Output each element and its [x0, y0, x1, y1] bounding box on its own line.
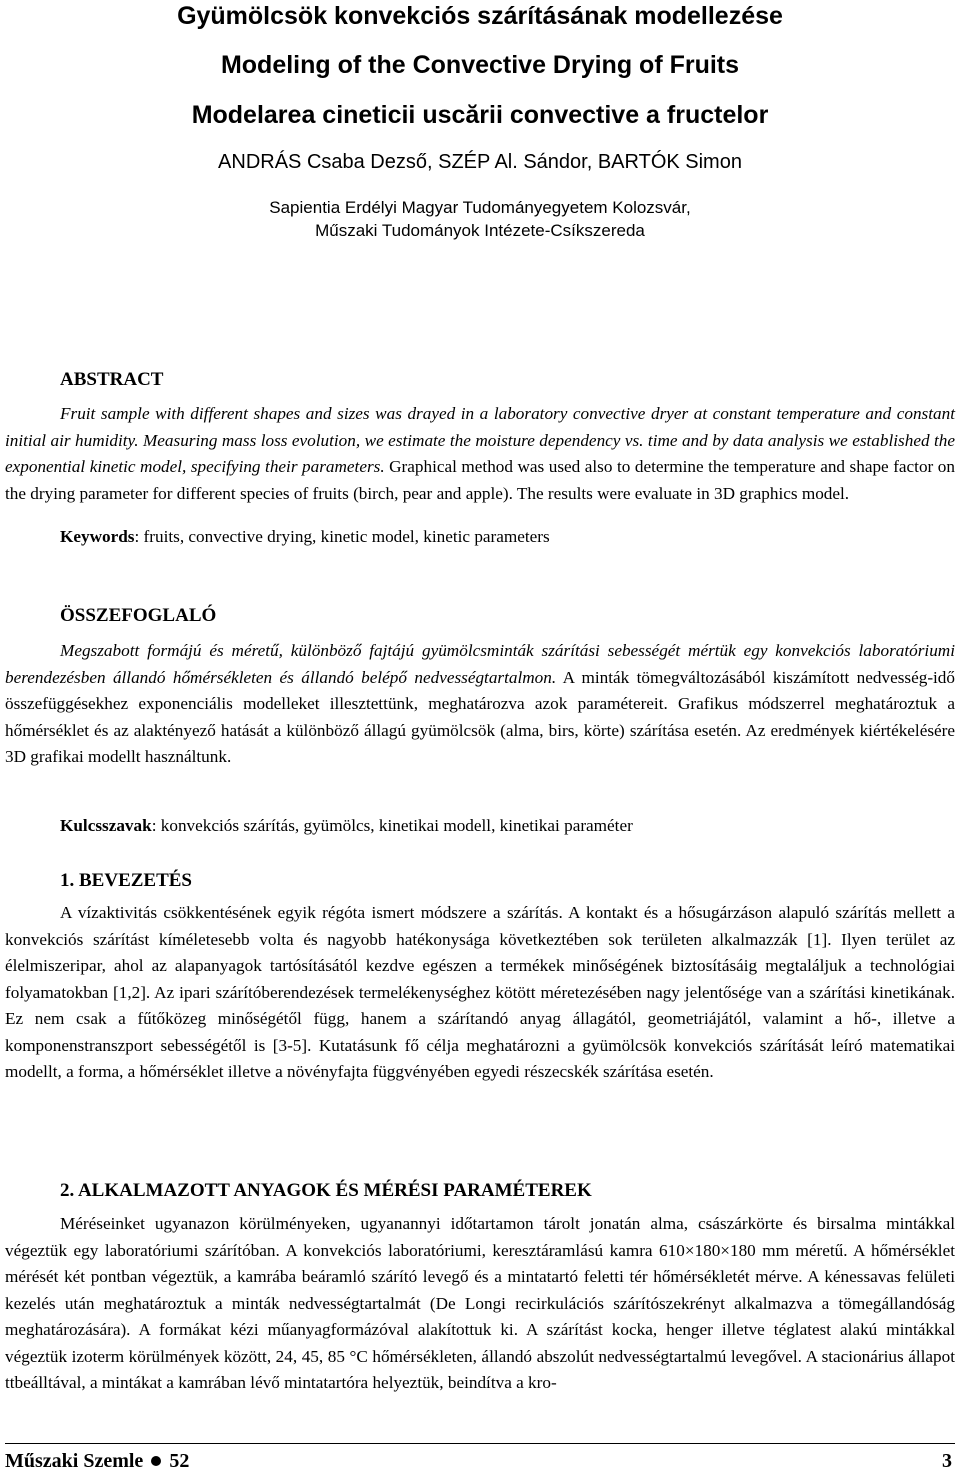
osszefoglalo-text-italic: Megszabott formájú és méretű, különböző fajtájú gyümölcsminták szárítási sebességét mértük egy konvekciós laboratóriumi berendezésben állandó hőmérsékleten és állandó belépő nedvességtartalmon. — [5, 641, 955, 687]
abstract-text-normal: Graphical method was used also to determine the temperature and shape factor on the drying parameter for different species of fruits (birch, pear and apple). The results were evaluate in 3D graphics model. — [5, 457, 955, 503]
affiliation-line-2: Műszaki Tudományok Intézete-Csíkszereda — [315, 221, 645, 240]
journal-issue: 52 — [169, 1450, 190, 1472]
abstract-body — [5, 401, 955, 507]
osszefoglalo-keywords — [60, 816, 633, 836]
abstract-text-italic: Fruit sample with different shapes and sizes was drayed in a laboratory convective dryer at constant temperature and constant initial air humidity. Measuring mass loss evolution, we estimate the moisture dependency vs. time and by data analysis we established the exponential kinetic model, specifying their parameters. — [5, 404, 955, 476]
abstract-keywords — [60, 527, 550, 547]
authors: ANDRÁS Csaba Dezső, SZÉP Al. Sándor, BARTÓK Simon — [218, 151, 742, 173]
bullet-icon — [151, 1456, 161, 1466]
journal-name: Műszaki Szemle — [5, 1450, 144, 1472]
footer-divider — [5, 1443, 955, 1444]
osszefoglalo-text-normal: A minták tömegváltozásából kiszámított nedvesség-idő összefüggésekhez exponenciális modelleket illesztettünk, meghatározva azok paramétereit. Grafikus módszerrel meghatároztuk a hőmérséklet és az alaktényező hatását a különböző állagú gyümölcsök (alma, birs, körte) szárítása esetén. Az eredmények kiértékelésére 3D grafikai modellt használtunk. — [5, 667, 955, 766]
osszefoglalo-body — [5, 638, 955, 771]
affiliation-line-1: Sapientia Erdélyi Magyar Tudományegyetem Kolozsvár, — [269, 198, 691, 217]
section-2-body — [5, 1211, 955, 1397]
section-1-text: A vízaktivitás csökkentésének egyik régóta ismert módszere a szárítás. A kontakt és a hősugárzáson alapuló szárítás mellett a konvekciós szárítást kíméletesebb volta és nagyobb hatékonysága következtében sok területen alkalmazzák [1]. Ilyen terület az élelmiszeripar, ahol az alapanyagok tartósításától kezdve egészen a termékek minőségének biztosításáig megtaláljuk a technológiai folyamatokban [1,2]. Az ipari szárítóberendezések termelékenységhez kötött méretezésében nagy jelentősége van a szárítási kinetikának. Ez nem csak a fűtőközeg minőségétől függ, hanem a szárítandó anyag állagától, geometriájától, valamint a hő-, illetve a komponenstranszport sebességétől is [3-5]. Kutatásunk fő célja meghatározni a gyümölcsök konvekciós szárítását leíró matematikai modellt, a forma, a hőmérséklet illetve a növényfajta függvényében egyedi részecskék szárítása esetén. — [5, 903, 955, 1081]
title-romanian: Modelarea cineticii uscării convective a fructelor — [191, 101, 769, 129]
abstract-heading: ABSTRACT — [60, 369, 164, 390]
section-2-text: Méréseinket ugyanazon körülményeken, ugyanannyi időtartamon tárolt jonatán alma, császárkörte és birsalma mintákkal végeztük egy laboratóriumi szárítóban. A konvekciós laboratóriumi, keresztáramlású kamra 610×180×180 mm méretű. A hőmérséklet mérését két pontban végeztük, a kamrába beáramló szárító levegő és a mintatartó feletti tér hőmérsékletét mérve. A kénessavas felületi kezelés után meghatároztuk a minták nedvességtartalmát (De Longi recirkulációs szárítószekrényt alkalmazva a tömegállandóság meghatározására). A formákat kézi műanyagformázóval alakítottuk ki. A szárítást kocka, henger illetve téglatest alakú mintákkal végeztük izoterm körülmények között, 24, 45, 85 °C hőmérsékleten, állandó abszolút nedvességtartalmú levegővel. A stacionárius állapot ttbeálltával, a mintákat a kamrában lévő mintatartóra helyeztük, beindítva a kro- — [5, 1214, 955, 1392]
keywords-label: Keywords — [60, 527, 135, 546]
kulcsszavak-label: Kulcsszavak — [60, 816, 152, 835]
osszefoglalo-heading: ÖSSZEFOGLALÓ — [60, 605, 217, 626]
title-hungarian: Gyümölcsök konvekciós szárításának modellezése — [177, 2, 783, 30]
keywords-text: : fruits, convective drying, kinetic model, kinetic parameters — [134, 527, 550, 546]
footer-journal — [5, 1450, 189, 1473]
section-2-heading: 2. ALKALMAZOTT ANYAGOK ÉS MÉRÉSI PARAMÉTEREK — [60, 1180, 592, 1201]
page-number: 3 — [942, 1450, 952, 1472]
title-english: Modeling of the Convective Drying of Fruits — [220, 51, 740, 79]
kulcsszavak-text: : konvekciós szárítás, gyümölcs, kinetikai modell, kinetikai paraméter — [151, 816, 633, 835]
section-1-body — [5, 900, 955, 1086]
section-1-heading: 1. BEVEZETÉS — [60, 870, 192, 891]
